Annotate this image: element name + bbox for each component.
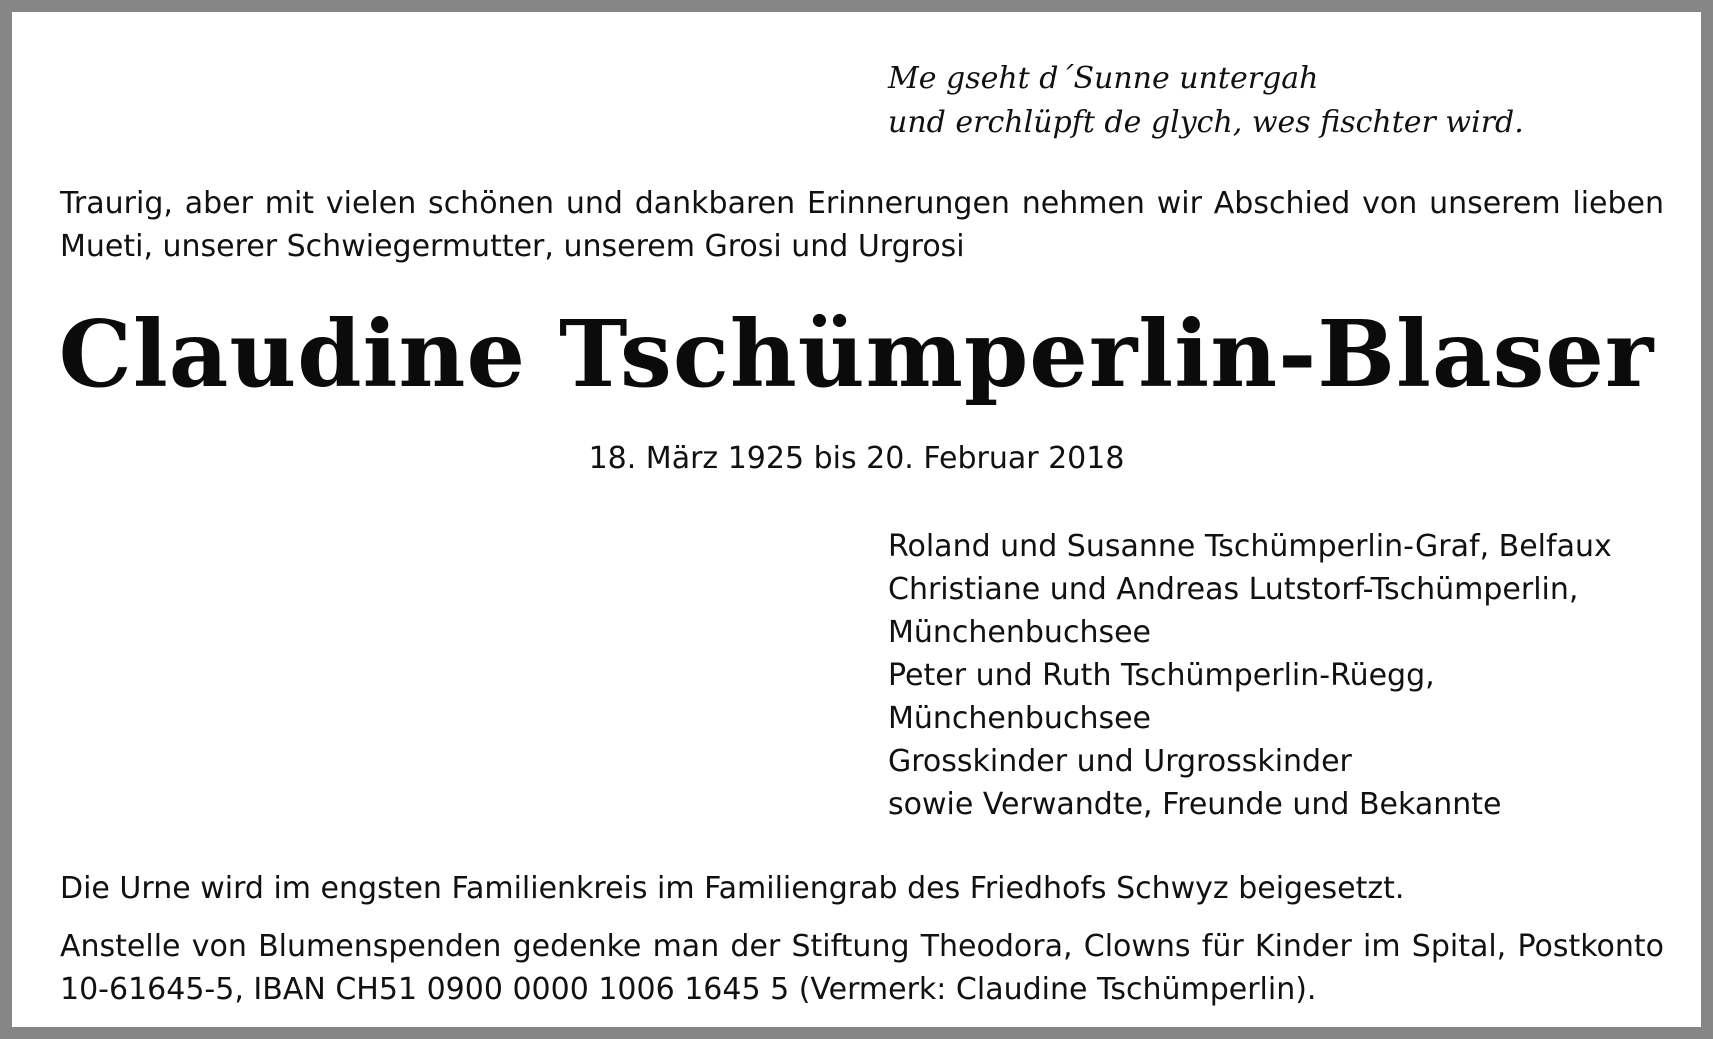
deceased-name: Claudine Tschümperlin-Blaser (58, 300, 1655, 408)
mourner-line: Peter und Ruth Tschümperlin-Rüegg, (888, 658, 1435, 693)
burial-notice: Die Urne wird im engsten Familienkreis im Familiengrab des Friedhofs Schwyz beigesetzt. (60, 871, 1405, 906)
mourner-line: Münchenbuchsee (888, 615, 1151, 650)
life-dates: 18. März 1925 bis 20. Februar 2018 (588, 441, 1125, 476)
intro-paragraph: Traurig, aber mit vielen schönen und dankbaren Erinnerungen nehmen wir Abschied von unserem lieben Mueti, unserer Schwiegermutter, unserem Grosi und Urgrosi (60, 186, 1664, 264)
mourner-line: sowie Verwandte, Freunde und Bekannte (888, 787, 1502, 822)
mourner-line: Münchenbuchsee (888, 701, 1151, 736)
motto-line-1: Me gseht d´Sunne untergah (888, 61, 1319, 96)
mourner-line: Christiane und Andreas Lutstorf-Tschümperlin, (888, 572, 1579, 607)
motto-verse (888, 57, 1668, 145)
mourner-line: Grosskinder und Urgrosskinder (888, 744, 1352, 779)
mourners-list (888, 525, 1688, 826)
donation-notice: Anstelle von Blumenspenden gedenke man der Stiftung Theodora, Clowns für Kinder im Spital, Postkonto 10-61645-5, IBAN CH51 0900 0000 1006 1645 5 (Vermerk: Claudine Tschümperlin). (60, 929, 1664, 1007)
obituary-card (12, 12, 1701, 1027)
mourner-line: Roland und Susanne Tschümperlin-Graf, Belfaux (888, 529, 1612, 564)
motto-line-2: und erchlüpft de glych, wes fischter wird. (888, 105, 1524, 140)
